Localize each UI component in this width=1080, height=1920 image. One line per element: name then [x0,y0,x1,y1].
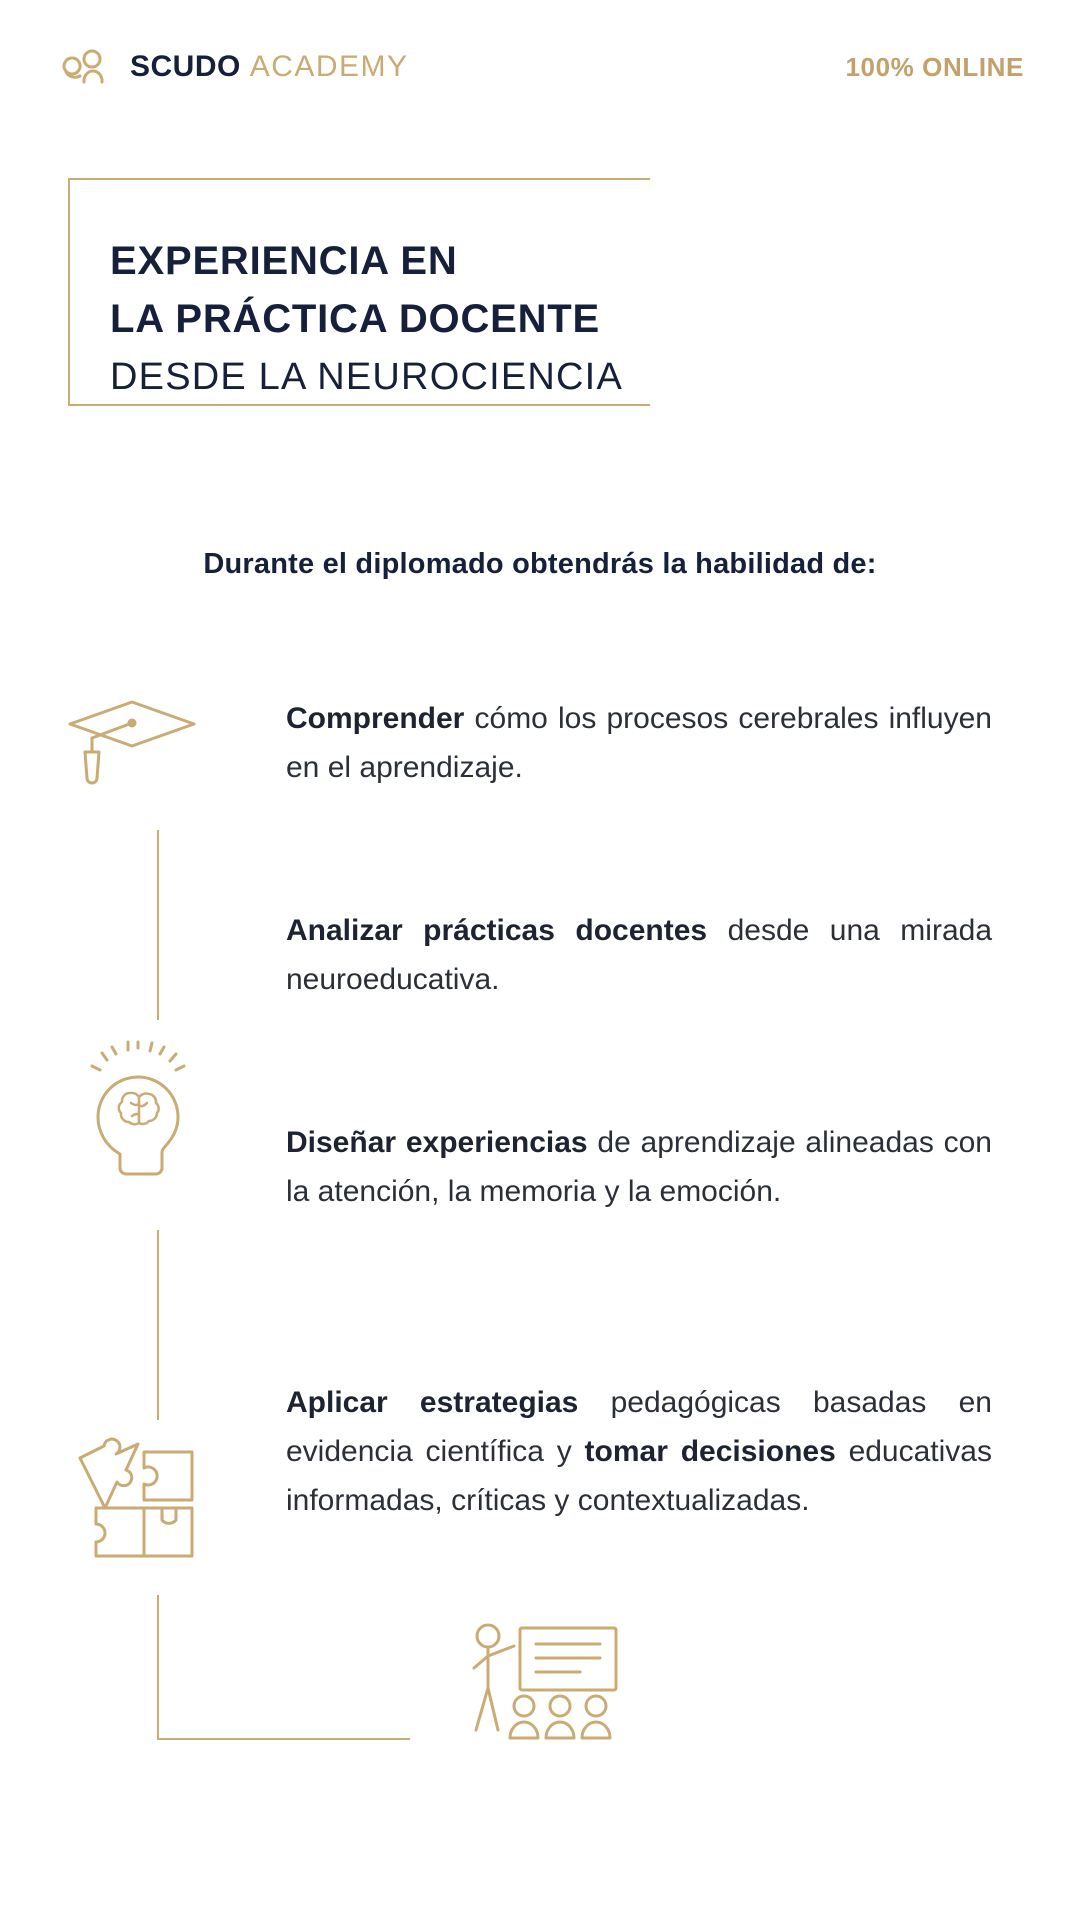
benefit-item-4-bold-mid: tomar decisiones [584,1435,836,1468]
benefit-item-3-text: de aprendizaje alineadas con la atención, la memoria y la emoción. [286,1126,992,1208]
benefit-item-2 [286,906,992,1004]
online-badge: 100% ONLINE [845,52,1024,82]
logo-wordmark [130,50,409,84]
benefit-item-4-lead: Aplicar estrategias [286,1386,579,1419]
timeline-connector-3 [157,1595,159,1740]
timeline-connector-3-horizontal [157,1738,410,1740]
timeline-connector-1 [157,830,159,1020]
teacher-with-board-and-students-icon [462,1620,622,1750]
page-title [110,232,830,406]
title-line-2: LA PRÁCTICA DOCENTE [110,297,601,341]
logo-scudo-text: SCUDO [130,50,241,83]
subheading: Durante el diplomado obtendrás la habilidad de: [203,548,877,580]
page-header [0,46,1080,106]
puzzle-pieces-icon [66,1430,216,1570]
timeline-connector-2 [157,1230,159,1420]
benefit-item-4-text: educativas informadas, críticas y contextualizadas. [286,1435,992,1517]
benefit-item-3-lead: Diseñar experiencias [286,1126,588,1159]
graduation-cap-icon [62,690,202,800]
title-line-3: DESDE LA NEUROCIENCIA [110,356,623,398]
benefit-item-1-lead: Comprender [286,702,465,735]
brand-logo [56,46,409,88]
benefit-item-2-lead: Analizar prácticas docentes [286,914,708,947]
benefit-item-3 [286,1118,992,1216]
benefit-item-2-text: desde una mirada neuroeducativa. [286,914,993,996]
logo-academy-text: ACADEMY [249,50,409,83]
benefit-item-4-mid: pedagógicas basadas en evidencia científica y [286,1386,992,1468]
benefit-item-1 [286,694,992,792]
title-line-1: EXPERIENCIA EN [110,239,458,283]
benefit-item-1-text: cómo los procesos cerebrales influyen en el aprendizaje. [286,702,992,784]
benefit-item-4 [286,1378,992,1525]
head-brain-idea-icon [76,1040,206,1180]
scudo-logo-icon [56,46,114,88]
